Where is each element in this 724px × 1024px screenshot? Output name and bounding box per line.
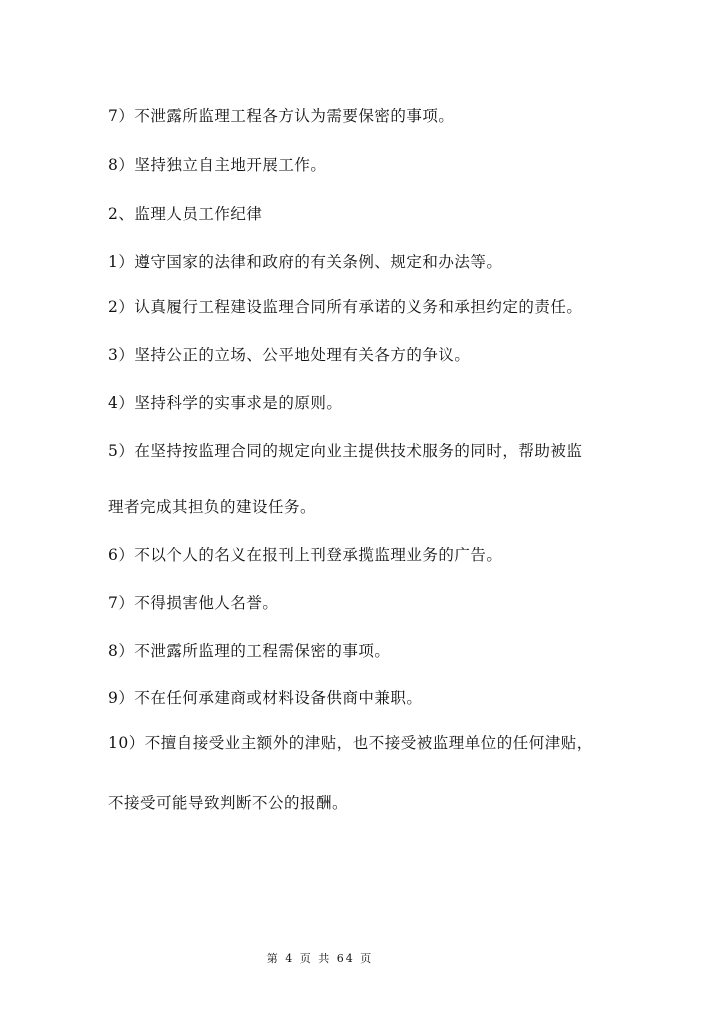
text-line: 10）不擅自接受业主额外的津贴，也不接受被监理单位的任何津贴， bbox=[108, 734, 593, 752]
text-line: 不接受可能导致判断不公的报酬。 bbox=[108, 794, 349, 812]
text-line: 4）坚持科学的实事求是的原则。 bbox=[108, 394, 343, 412]
text-line: 8）坚持独立自主地开展工作。 bbox=[108, 156, 327, 174]
text-line: 5）在坚持按监理合同的规定向业主提供技术服务的同时，帮助被监 bbox=[108, 442, 583, 460]
text-line: 6）不以个人的名义在报刊上刊登承揽监理业务的广告。 bbox=[108, 546, 503, 564]
page-number-footer: 第 4 页 共 64 页 bbox=[266, 952, 374, 965]
text-line: 理者完成其担负的建设任务。 bbox=[108, 498, 317, 516]
text-line: 8）不泄露所监理的工程需保密的事项。 bbox=[108, 642, 391, 660]
text-line: 7）不泄露所监理工程各方认为需要保密的事项。 bbox=[108, 107, 455, 125]
text-line: 1）遵守国家的法律和政府的有关条例、规定和办法等。 bbox=[108, 253, 503, 271]
text-line: 9）不在任何承建商或材料设备供商中兼职。 bbox=[108, 689, 423, 707]
section-heading: 2、监理人员工作纪律 bbox=[108, 205, 263, 223]
text-line: 3）坚持公正的立场、公平地处理有关各方的争议。 bbox=[108, 346, 471, 364]
text-line: 7）不得损害他人名誉。 bbox=[108, 594, 279, 612]
text-line: 2）认真履行工程建设监理合同所有承诺的义务和承担约定的责任。 bbox=[108, 298, 583, 316]
